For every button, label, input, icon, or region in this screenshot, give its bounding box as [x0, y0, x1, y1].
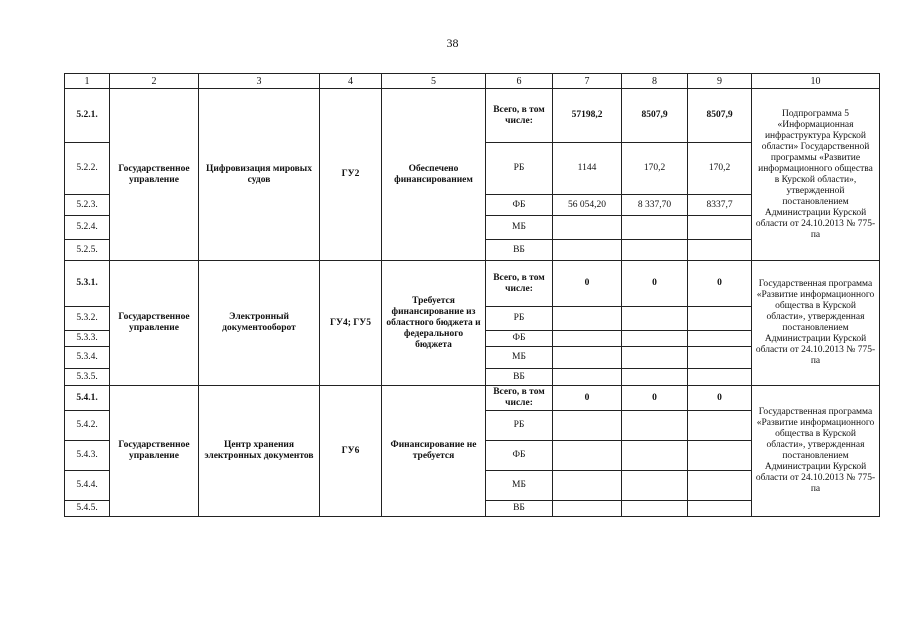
subject-cell: Государственное управление: [110, 261, 199, 386]
code-cell: ГУ2: [320, 89, 382, 261]
table-row: [65, 386, 880, 411]
header-cell: 10: [752, 74, 880, 89]
value-cell: [622, 347, 688, 369]
source-cell: Всего, в том числе:: [486, 261, 553, 307]
page-number: 38: [446, 36, 459, 50]
value-cell: [622, 441, 688, 471]
value-cell: 8337,7: [688, 195, 752, 216]
source-cell: ФБ: [486, 441, 553, 471]
value-cell: [553, 331, 622, 347]
activity-cell: Электронный документооборот: [199, 261, 320, 386]
source-cell: Всего, в том числе:: [486, 386, 553, 411]
row-number: 5.3.1.: [65, 261, 110, 307]
row-number: 5.2.5.: [65, 240, 110, 261]
value-cell: 0: [553, 261, 622, 307]
row-number: 5.4.4.: [65, 471, 110, 501]
source-cell: ВБ: [486, 240, 553, 261]
row-number: 5.4.1.: [65, 386, 110, 411]
value-cell: 170,2: [622, 143, 688, 195]
header-cell: 6: [486, 74, 553, 89]
value-cell: [622, 216, 688, 240]
source-cell: РБ: [486, 307, 553, 331]
value-cell: [688, 411, 752, 441]
value-cell: [622, 331, 688, 347]
source-cell: ФБ: [486, 195, 553, 216]
value-cell: [622, 240, 688, 261]
value-cell: 0: [688, 386, 752, 411]
source-cell: РБ: [486, 143, 553, 195]
program-note: Подпрограмма 5 «Информационная инфраструктура Курской области» Государственной программы «Развитие информационного общества в Курской области», утвержденной постановлением Администрации Курской области от 24.10.2013 № 775-па: [752, 89, 880, 261]
activity-cell: Цифровизация мировых судов: [199, 89, 320, 261]
value-cell: 170,2: [688, 143, 752, 195]
source-cell: ВБ: [486, 501, 553, 517]
row-number: 5.2.4.: [65, 216, 110, 240]
value-cell: [553, 216, 622, 240]
row-number: 5.4.2.: [65, 411, 110, 441]
value-cell: [622, 411, 688, 441]
source-cell: МБ: [486, 471, 553, 501]
header-cell: 2: [110, 74, 199, 89]
value-cell: [688, 501, 752, 517]
financing-cell: Финансирование не требуется: [382, 386, 486, 517]
value-cell: 56 054,20: [553, 195, 622, 216]
value-cell: [688, 471, 752, 501]
value-cell: 0: [622, 261, 688, 307]
value-cell: 8507,9: [622, 89, 688, 143]
program-note: Государственная программа «Развитие информационного общества в Курской области», утвержденная постановлением Администрации Курской области от 24.10.2013 № 775-па: [752, 261, 880, 386]
value-cell: 57198,2: [553, 89, 622, 143]
value-cell: [688, 347, 752, 369]
value-cell: 8 337,70: [622, 195, 688, 216]
header-cell: 4: [320, 74, 382, 89]
value-cell: [688, 369, 752, 386]
value-cell: 8507,9: [688, 89, 752, 143]
financing-cell: Требуется финансирование из областного бюджета и федерального бюджета: [382, 261, 486, 386]
row-number: 5.4.5.: [65, 501, 110, 517]
row-number: 5.3.4.: [65, 347, 110, 369]
row-number: 5.2.1.: [65, 89, 110, 143]
value-cell: 1144: [553, 143, 622, 195]
value-cell: [688, 240, 752, 261]
activity-cell: Центр хранения электронных документов: [199, 386, 320, 517]
value-cell: 0: [688, 261, 752, 307]
header-row: [65, 74, 880, 89]
source-cell: Всего, в том числе:: [486, 89, 553, 143]
value-cell: [553, 441, 622, 471]
value-cell: [553, 501, 622, 517]
value-cell: [553, 240, 622, 261]
value-cell: [553, 471, 622, 501]
program-note: Государственная программа «Развитие информационного общества в Курской области», утвержденная постановлением Администрации Курской области от 24.10.2013 № 775-па: [752, 386, 880, 517]
row-number: 5.3.5.: [65, 369, 110, 386]
header-cell: 1: [65, 74, 110, 89]
value-cell: [622, 501, 688, 517]
value-cell: 0: [553, 386, 622, 411]
value-cell: [553, 369, 622, 386]
code-cell: ГУ6: [320, 386, 382, 517]
row-number: 5.3.2.: [65, 307, 110, 331]
value-cell: [688, 216, 752, 240]
table-row: [65, 261, 880, 307]
program-table: [64, 73, 880, 517]
value-cell: [688, 331, 752, 347]
source-cell: МБ: [486, 216, 553, 240]
row-number: 5.4.3.: [65, 441, 110, 471]
source-cell: РБ: [486, 411, 553, 441]
value-cell: [622, 369, 688, 386]
code-cell: ГУ4; ГУ5: [320, 261, 382, 386]
row-number: 5.3.3.: [65, 331, 110, 347]
source-cell: МБ: [486, 347, 553, 369]
value-cell: [622, 307, 688, 331]
financing-cell: Обеспечено финансированием: [382, 89, 486, 261]
value-cell: [622, 471, 688, 501]
source-cell: ВБ: [486, 369, 553, 386]
value-cell: 0: [622, 386, 688, 411]
header-cell: 3: [199, 74, 320, 89]
table-row: [65, 89, 880, 143]
value-cell: [553, 347, 622, 369]
value-cell: [688, 441, 752, 471]
value-cell: [688, 307, 752, 331]
header-cell: 9: [688, 74, 752, 89]
value-cell: [553, 307, 622, 331]
subject-cell: Государственное управление: [110, 386, 199, 517]
row-number: 5.2.2.: [65, 143, 110, 195]
header-cell: 5: [382, 74, 486, 89]
subject-cell: Государственное управление: [110, 89, 199, 261]
header-cell: 7: [553, 74, 622, 89]
header-cell: 8: [622, 74, 688, 89]
value-cell: [553, 411, 622, 441]
row-number: 5.2.3.: [65, 195, 110, 216]
source-cell: ФБ: [486, 331, 553, 347]
